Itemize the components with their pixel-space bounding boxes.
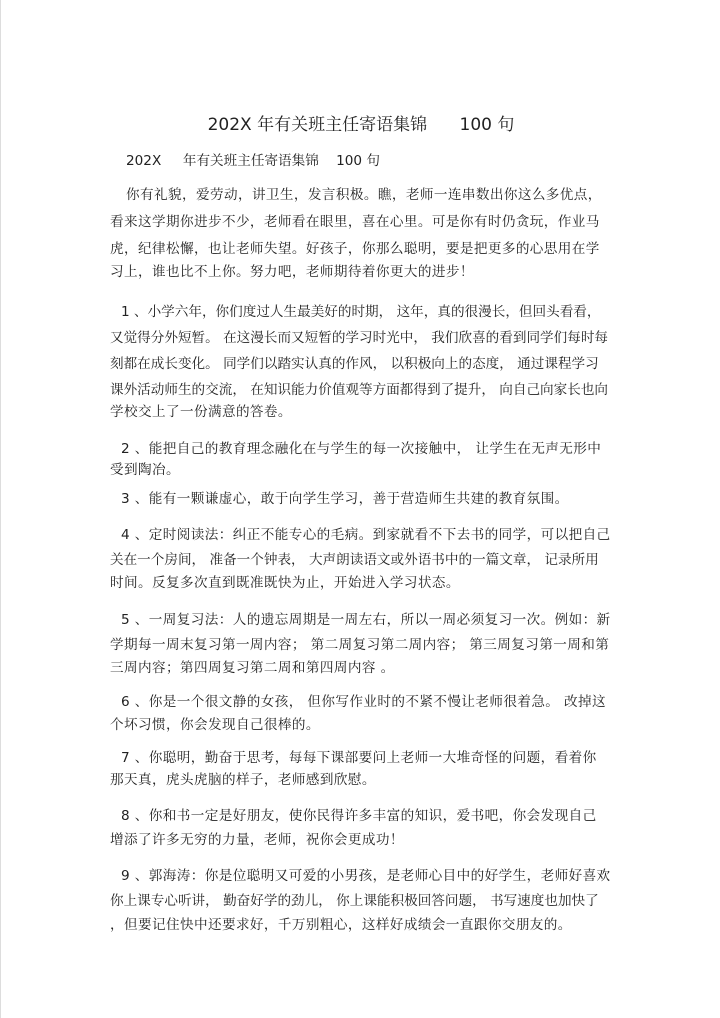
text-line: 关在一个房间， 准备一个钟表， 大声朗读语文或外语书中的一篇文章， 记录所用 (110, 552, 599, 568)
document-subtitle: 202X 年有关班主任寄语集锦 100 句 (126, 153, 380, 169)
text-line: 三周内容；第四周复习第二周和第四周内容 。 (110, 660, 395, 676)
text-line: 9 、郭海涛：你是位聪明又可爱的小男孩，是老师心目中的好学生，老师好喜欢 (121, 868, 611, 884)
text-line: 受到陶冶。 (110, 462, 180, 478)
text-line: 虎，纪律松懈，也让老师失望。好孩子，你那么聪明，要是把更多的心思用在学 (110, 241, 600, 257)
text-line: 学校交上了一份满意的答卷。 (110, 404, 292, 420)
text-line: 时间。反复多次直到既准既快为止，开始进入学习状态。 (110, 575, 460, 591)
text-line: 课外活动师生的交流， 在知识能力价值观等方面都得到了提升， 向自己向家长也向 (110, 382, 609, 398)
text-line: ，但要记住快中还要求好，千万别粗心，这样好成绩会一直跟你交朋友的。 (110, 917, 572, 933)
text-line: 4 、定时阅读法：纠正不能专心的毛病。到家就看不下去书的同学，可以把自己 (121, 527, 611, 543)
text-line: 你上课专心听讲， 勤奋好学的劲儿， 你上课能积极回答问题， 书写速度也加快了 (110, 893, 599, 909)
text-line: 2 、能把自己的教育理念融化在与学生的每一次接触中， 让学生在无声无形中 (121, 441, 602, 457)
text-line: 个坏习惯，你会发现自己很棒的。 (110, 717, 320, 733)
text-line: 3 、能有一颗谦虚心，敢于向学生学习，善于营造师生共建的教育氛围。 (121, 491, 569, 507)
document-title: 202X 年有关班主任寄语集锦 100 句 (207, 115, 515, 135)
text-line: 学期每一周末复习第一周内容； 第二周复习第二周内容； 第三周复习第一周和第 (110, 637, 610, 653)
text-line: 5 、一周复习法：人的遗忘周期是一周左右，所以一周必须复习一次。例如：新 (121, 612, 611, 628)
text-line: 看来这学期你进步不少，老师看在眼里，喜在心里。可是你有时仍贪玩，作业马 (110, 214, 600, 230)
text-line: 增添了许多无穷的力量，老师，祝你会更成功！ (110, 832, 404, 848)
text-line: 习上，谁也比不上你。努力吧，老师期待着你更大的进步！ (110, 264, 474, 280)
text-line: 6 、你是一个很文静的女孩， 但你写作业时的不紧不慢让老师很着急。 改掉这 (121, 694, 607, 710)
text-line: 又觉得分外短暂。 在这漫长而又短暂的学习时光中， 我们欣喜的看到同学们每时每 (110, 330, 609, 346)
text-line: 刻都在成长变化。 同学们以踏实认真的作风， 以积极向上的态度， 通过课程学习 (110, 356, 599, 372)
text-line: 7 、你聪明，勤奋于思考，每每下课部要问上老师一大堆奇怪的问题，看着你 (121, 750, 597, 766)
text-line: 8 、你和书一定是好朋友，使你民得许多丰富的知识，爱书吧，你会发现自己 (121, 808, 597, 824)
text-line: 1 、小学六年，你们度过人生最美好的时期， 这年，真的很漫长，但回头看看， (121, 304, 601, 320)
text-line: 那天真，虎头虎脑的样子，老师感到欣慰。 (110, 772, 376, 788)
text-line: 你有礼貌，爱劳动，讲卫生，发言积极。瞧，老师一连串数出你这么多优点， (126, 187, 602, 203)
